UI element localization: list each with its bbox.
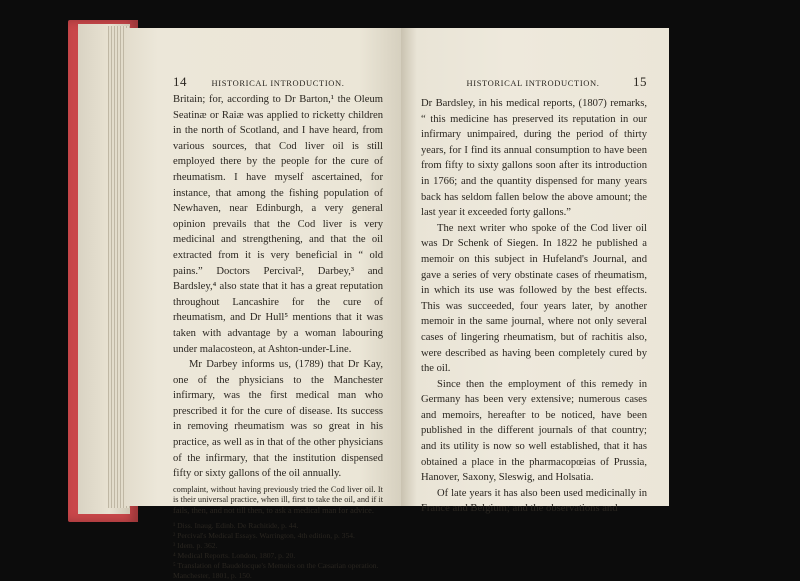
- running-head: HISTORICAL INTRODUCTION.: [466, 78, 600, 88]
- paragraph: The next writer who spoke of the Cod liver oil was Dr Schenk of Siegen. In 1822 he published a memoir on this subject in Hufeland's Journal, and gave a series of very obstinate cases of rheumatism, in which its use was followed by the best effects. This was succeeded, four years later, by another memoir in the same journal, where not only several cases of lingering rheumatism, but of rachitis also, were described as having been completely cured by the oil.: [421, 222, 647, 375]
- left-page-body: [173, 92, 383, 581]
- page-number: 15: [633, 74, 647, 89]
- footnote: ⁴ Medical Reports. London, 1807, p. 20.: [173, 550, 296, 560]
- left-page: [125, 28, 401, 580]
- running-head: HISTORICAL INTRODUCTION.: [211, 78, 345, 88]
- left-page-header: [173, 74, 381, 90]
- paragraph: Since then the employment of this remedy in Germany has been very extensive; numerous cases and memoirs, hereafter to be noticed, have been published in the different journals of that country; and its utility is now so well established, that it has obtained a place in the pharmacopœias of Prussia, Hanover, Saxony, Sleswig, and Holsatia.: [421, 378, 647, 484]
- footnote: ³ Idem. p. 362.: [173, 540, 218, 550]
- paragraph: Of late years it has also been used medicinally in France and Belgium; and the observations and: [421, 487, 647, 515]
- right-page: [401, 28, 669, 515]
- page-number: 14: [173, 74, 187, 89]
- paragraph: Mr Darbey informs us, (1789) that Dr Kay, one of the physicians to the Manchester infirmary, was the first medical man who prescribed it for the cure of disease. Its success in removing rheumatism was so great in his practice, as well as in that of the other physicians of the infirmary, that the institution dispensed fifty or sixty gallons of the oil annually.: [173, 359, 383, 480]
- footnote: ⁵ Translation of Baudelocque's Memoirs on the Cæsarian operation. Manchester, 1801, p. 150.: [173, 560, 379, 580]
- footnote-continuation: complaint, without having previously tried the Cod liver oil. It is their universal practice, when ill, first to take the oil, and if it fails, then, and not till then, to ask a medical man for advice.: [173, 484, 383, 516]
- footnote: ² Percival's Medical Essays. Warrington, 4th edition, p. 354.: [173, 530, 355, 540]
- right-page-body: [421, 96, 647, 517]
- paragraph: Britain; for, according to Dr Barton,¹ the Oleum Seatinæ or Raiæ was applied to ricketty children in the north of Scotland, and I have heard, from various sources, that Cod liver oil is still employed there by the people for the cure of rheumatism. I have myself ascertained, for instance, that among the fishing population of Newhaven, near Edinburgh, a very general opinion prevails that the Cod liver is very medicinal and strengthening, and that the oil extracted from it is very beneficial in “ old pains.” Doctors Percival², Darbey,³ and Bardsley,⁴ also state that it has a great reputation throughout Lancashire for the cure of rheumatism, and Dr Hull⁵ mentions that it was taken with advantage by a woman labouring under malacosteon, at Ashton-under-Line.: [173, 94, 383, 355]
- right-page-header: [421, 74, 647, 90]
- footnote: ¹ Diss. Inaug. Edinb. De Rachitide, p. 44.: [173, 520, 299, 530]
- footnotes: [173, 521, 383, 581]
- paragraph: Dr Bardsley, in his medical reports, (1807) remarks, “ this medicine has preserved its reputation in our infirmary unimpaired, during the period of thirty years, for I find its annual consumption to have been from fifty to sixty gallons soon after its introduction in 1766; and the quantity dispensed for many years back has seldom fallen below the above amount; the last year it exceeded forty gallons.”: [421, 98, 647, 219]
